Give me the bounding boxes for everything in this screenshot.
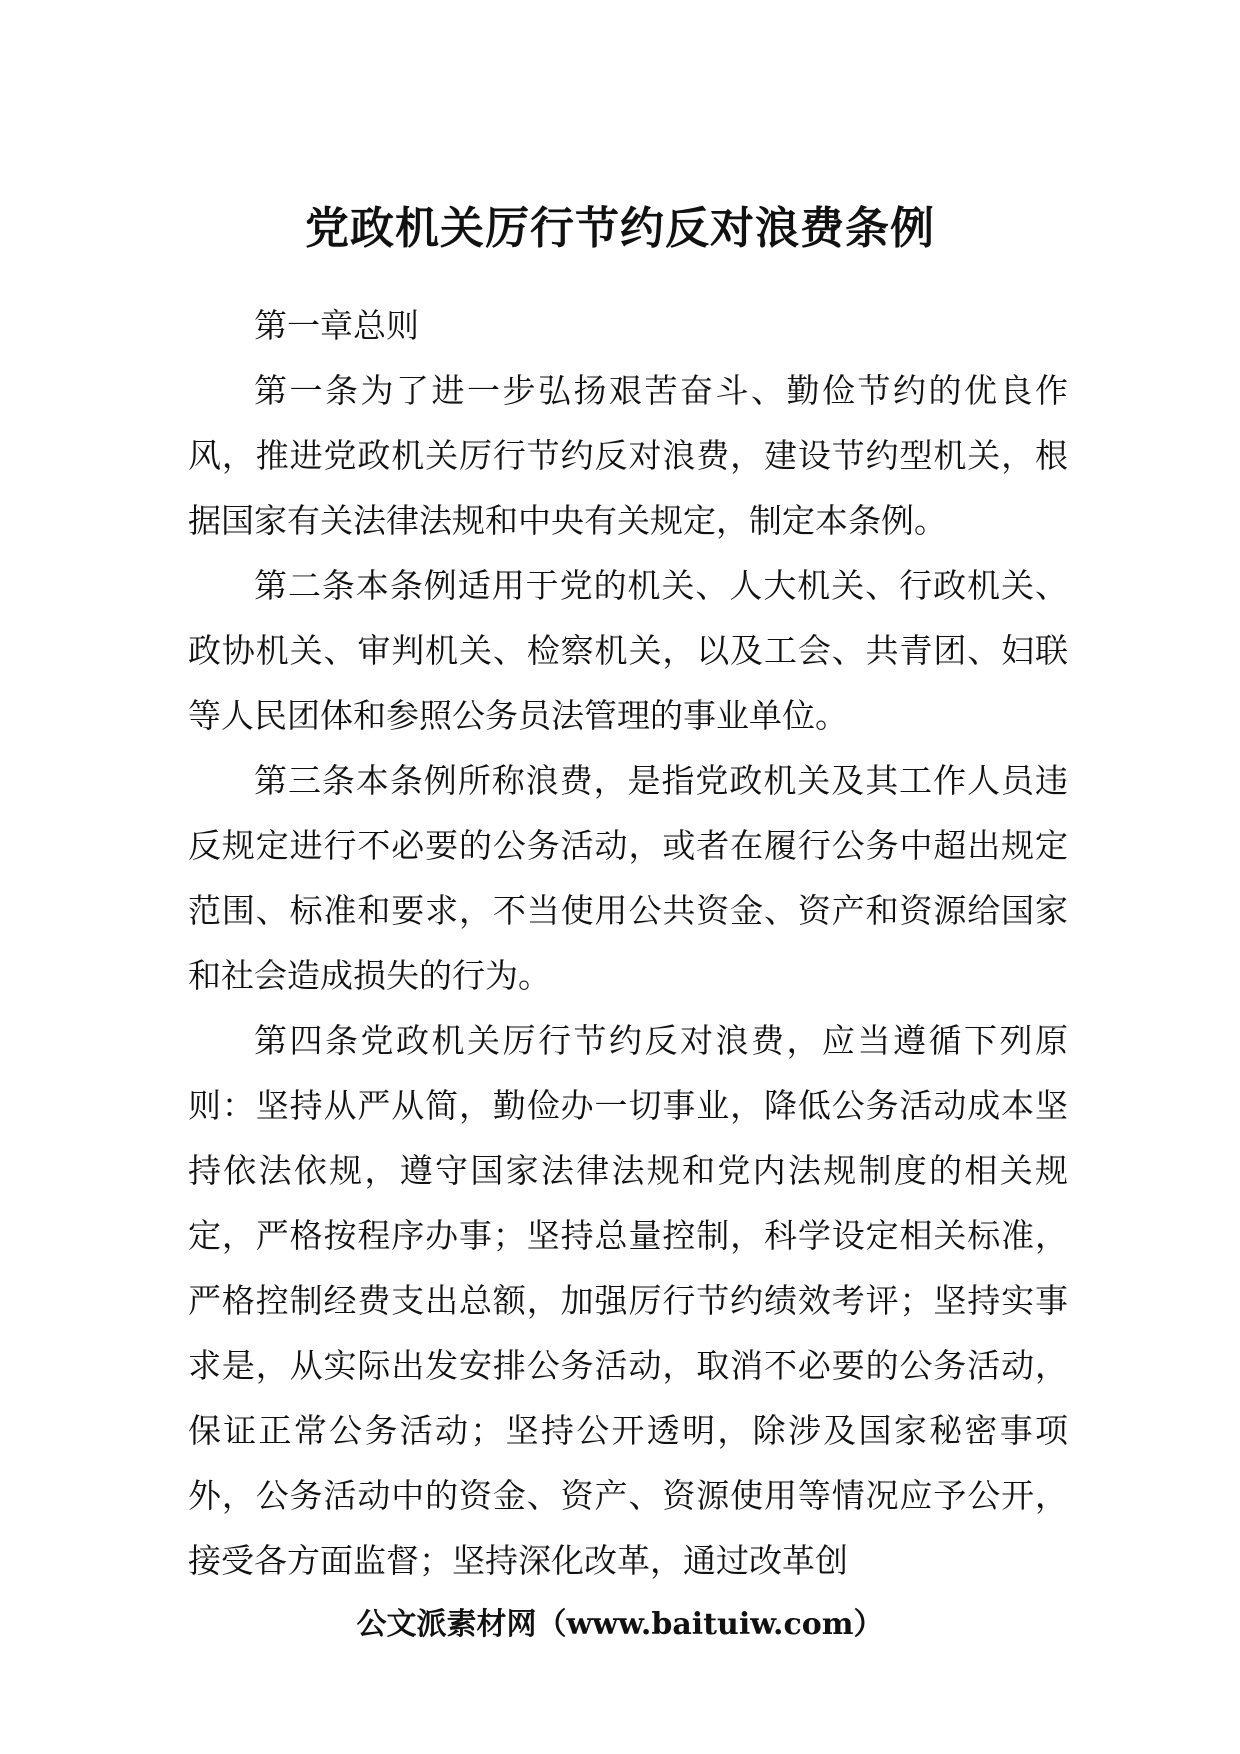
document-body [188,293,1068,1593]
document-title: 党政机关厉行节约反对浪费条例 [305,203,935,254]
article-3-paragraph: 第三条本条例所称浪费，是指党政机关及其工作人员违反规定进行不必要的公务活动，或者在履行公务中超出规定范围、标准和要求，不当使用公共资金、资产和资源给国家和社会造成损失的行为。 [188,761,1068,995]
chapter-heading: 第一章总则 [254,306,419,345]
article-4-paragraph: 第四条党政机关厉行节约反对浪费，应当遵循下列原则：坚持从严从简，勤俭办一切事业，降低公务活动成本坚持依法依规，遵守国家法律法规和党内法规制度的相关规定，严格按程序办事；坚持总量控制，科学设定相关标准，严格控制经费支出总额，加强厉行节约绩效考评；坚持实事求是，从实际出发安排公务活动，取消不必要的公务活动，保证正常公务活动；坚持公开透明，除涉及国家秘密事项外，公务活动中的资金、资产、资源使用等情况应予公开，接受各方面监督；坚持深化改革，通过改革创 [188,1021,1068,1580]
article-2-paragraph: 第二条本条例适用于党的机关、人大机关、行政机关、政协机关、审判机关、检察机关，以及工会、共青团、妇联等人民团体和参照公务员法管理的事业单位。 [188,566,1068,735]
article-1-paragraph: 第一条为了进一步弘扬艰苦奋斗、勤俭节约的优良作风，推进党政机关厉行节约反对浪费，建设节约型机关，根据国家有关法律法规和中央有关规定，制定本条例。 [188,371,1068,540]
footer-watermark: 公文派素材网（www.baituiw.com） [356,1607,884,1642]
